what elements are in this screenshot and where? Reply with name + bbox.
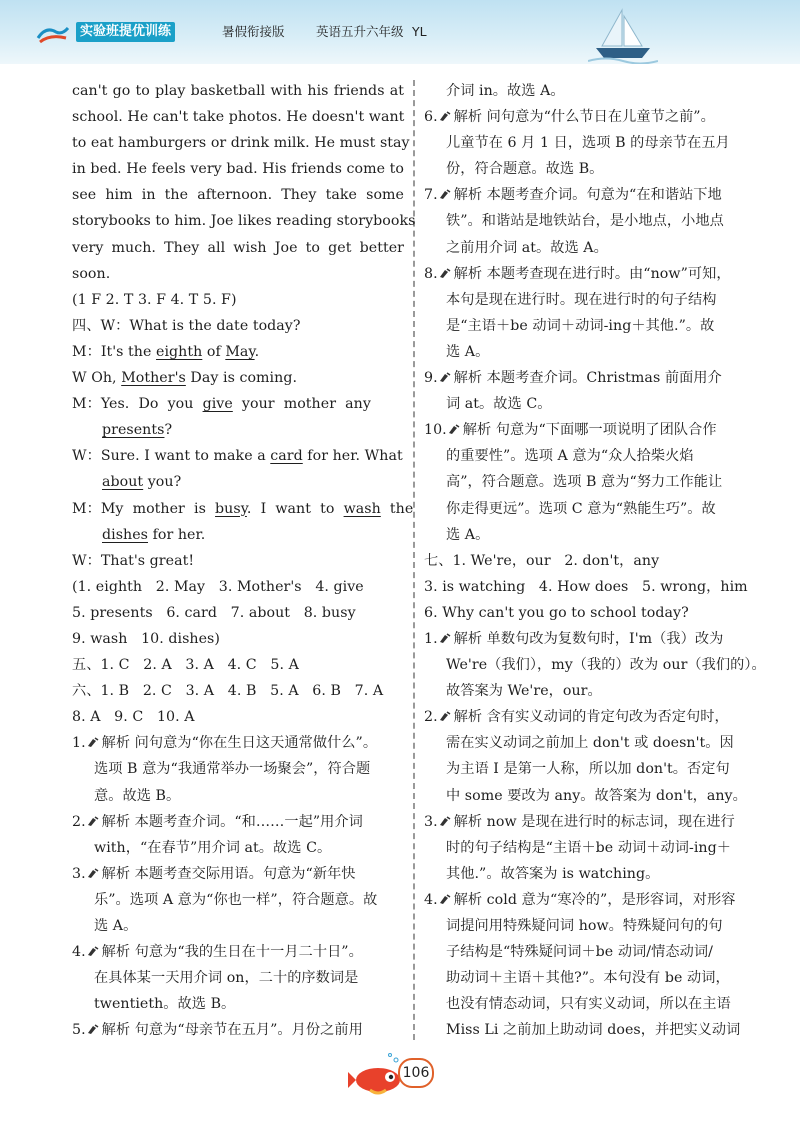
dialogue-line: W：Sure. I want to make a card for her. What	[72, 448, 403, 465]
explanation-line: 6. 解析 问句意为“什么节日在儿童节之前”。	[424, 109, 715, 126]
explanation-line: 7. 解析 本题考查介词。句意为“在和谐站下地	[424, 187, 722, 204]
dialogue-line: 四、W：What is the date today?	[72, 317, 301, 334]
explanation-item	[424, 626, 766, 704]
explanation-line: 高”，符合题意。选项 B 意为“努力工作能让	[446, 474, 723, 491]
passage-line: storybooks to him. Joe likes reading storybooks	[72, 213, 416, 230]
explanation-item	[72, 861, 404, 939]
explanation-line: 是“主语＋be 动词＋动词-ing＋其他.”。故	[446, 317, 715, 334]
section-7-answers: 6. Why can't you go to school today?	[424, 604, 689, 621]
explanation-item	[72, 1017, 404, 1043]
explanation-line: twentieth。故选 B。	[94, 996, 236, 1013]
logo-icon	[36, 22, 70, 44]
left-column	[72, 78, 416, 1043]
edition-label: 暑假衔接版	[222, 24, 285, 39]
explanation-line: 故答案为 We're，our。	[446, 683, 602, 700]
passage-line: see him in the afternoon. They take some	[72, 187, 404, 204]
explanation-item	[424, 417, 760, 547]
fill-answers-line: 5. presents 6. card 7. about 8. busy	[72, 604, 356, 621]
explanation-item	[424, 704, 760, 808]
analysis-pen-icon	[87, 737, 99, 748]
analysis-pen-icon	[439, 268, 451, 279]
explanation-line: 的重要性”。选项 A 意为“众人拾柴火焰	[446, 448, 694, 465]
explanation-line: We're（我们），my（我的）改为 our（我们的）。	[446, 657, 766, 674]
explanation-line: 为主语 I 是第一人称，所以加 don't。否定句	[446, 761, 730, 778]
explanation-line: 选 A。	[446, 343, 490, 360]
section-5-answers: 五、1. C 2. A 3. A 4. C 5. A	[72, 657, 299, 674]
analysis-pen-icon	[87, 1024, 99, 1035]
explanation-line: 词提问用特殊疑问词 how。特殊疑问句的句	[446, 918, 723, 934]
explanation-line: 儿童节在 6 月 1 日，选项 B 的母亲节在五月	[446, 135, 730, 152]
explanation-line: 之前用介词 at。故选 A。	[446, 239, 608, 256]
continued-line: 介词 in。故选 A。	[446, 83, 565, 99]
explanation-item	[72, 939, 404, 1017]
analysis-pen-icon	[439, 711, 451, 722]
analysis-pen-icon	[439, 633, 451, 644]
analysis-pen-icon	[439, 894, 451, 905]
explanation-line: 铁”。和谐站是地铁站台，是小地点，小地点	[446, 213, 724, 230]
right-column	[424, 78, 766, 1043]
section-6-answers: 六、1. B 2. C 3. A 4. B 5. A 6. B 7. A	[72, 683, 384, 700]
publisher-label: YL	[412, 24, 427, 39]
explanation-line: 份，符合题意。故选 B。	[446, 161, 604, 178]
explanation-item	[424, 104, 760, 182]
explanation-line: 9. 解析 本题考查介词。Christmas 前面用介	[424, 370, 722, 387]
section-7-answers: 3. is watching 4. How does 5. wrong，him	[424, 578, 748, 595]
analysis-pen-icon	[448, 424, 460, 435]
dialogue-line: about you?	[102, 474, 182, 491]
passage-line: in bed. He feels very bad. His friends come to	[72, 161, 404, 178]
section-7-answers: 七、1. We're，our 2. don't，any	[424, 552, 660, 569]
explanation-line: 3. 解析 本题考查交际用语。句意为“新年快	[72, 865, 356, 882]
explanation-line: 1. 解析 单数句改为复数句时，I'm（我）改为	[424, 630, 724, 647]
passage-line: to eat hamburgers or drink milk. He must stay	[72, 135, 410, 152]
dialogue-line: presents?	[102, 422, 173, 439]
explanation-line: 4. 解析 cold 意为“寒冷的”，是形容词，对形容	[424, 891, 736, 908]
explanation-line: 10. 解析 句意为“下面哪一项说明了团队合作	[424, 422, 717, 439]
dialogue-line: W：That's great!	[72, 552, 195, 569]
fill-answers-line: (1. eighth 2. May 3. Mother's 4. give	[72, 578, 364, 595]
explanation-line: 助动词＋主语＋其他?”。本句没有 be 动词，	[446, 970, 730, 987]
analysis-pen-icon	[439, 372, 451, 383]
explanation-item	[424, 365, 760, 417]
explanation-item	[72, 809, 404, 861]
section-6-answers: 8. A 9. C 10. A	[72, 709, 195, 726]
analysis-pen-icon	[439, 111, 451, 122]
explanation-item	[424, 887, 760, 1044]
grade-label: 英语五升六年级	[316, 24, 404, 39]
explanation-line: 乐”。选项 A 意为“你也一样”，符合题意。故	[94, 891, 378, 908]
explanation-line: 3. 解析 now 是现在进行时的标志词，现在进行	[424, 813, 735, 830]
passage-line: soon.	[72, 265, 111, 282]
brand-label: 实验班提优训练	[76, 22, 175, 42]
page-header	[0, 0, 800, 64]
explanation-line: 子结构是“特殊疑问词＋be 动词/情态动词/	[446, 944, 713, 961]
dialogue-line: M：It's the eighth of May.	[72, 343, 260, 360]
dialogue-line: W Oh, Mother's Day is coming.	[72, 370, 298, 387]
explanation-line: 中 some 要改为 any。故答案为 don't，any。	[446, 787, 747, 804]
explanation-item	[424, 261, 760, 365]
sailboat-icon	[588, 6, 658, 64]
analysis-pen-icon	[439, 816, 451, 827]
analysis-pen-icon	[87, 868, 99, 879]
explanation-line: 在具体某一天用介词 on，二十的序数词是	[94, 970, 359, 987]
explanation-line: 意。故选 B。	[94, 787, 181, 804]
tf-answers: (1 F 2. T 3. F 4. T 5. F)	[72, 291, 237, 308]
explanation-line: 8. 解析 本题考查现在进行时。由“now”可知，	[424, 265, 731, 282]
explanation-line: 选 A。	[446, 526, 490, 543]
explanation-line: 1. 解析 问句意为“你在生日这天通常做什么”。	[72, 735, 378, 752]
dialogue-line: M：Yes. Do you give your mother any	[72, 396, 371, 413]
passage-line: very much. They all wish Joe to get better	[72, 239, 404, 256]
explanation-line: with，“在春节”用介词 at。故选 C。	[94, 839, 332, 856]
explanation-item	[424, 182, 760, 260]
page-number: 106	[398, 1058, 434, 1088]
analysis-pen-icon	[87, 946, 99, 957]
passage-line: can't go to play basketball with his friends at	[72, 83, 404, 99]
explanation-line: 也没有情态动词，只有实义动词，所以在主语	[446, 996, 731, 1013]
explanation-line: 2. 解析 含有实义动词的肯定句改为否定句时，	[424, 709, 729, 726]
explanation-line: 时的句子结构是“主语＋be 动词＋动词-ing＋	[446, 839, 731, 856]
explanation-line: 你走得更远”。选项 C 意为“熟能生巧”。故	[446, 500, 716, 517]
explanation-item	[72, 730, 404, 808]
passage-line: school. He can't take photos. He doesn't want	[72, 109, 405, 126]
explanation-line: 4. 解析 句意为“我的生日在十一月二十日”。	[72, 944, 363, 961]
explanation-line: 选项 B 意为“我通常举办一场聚会”，符合题	[94, 761, 371, 778]
dialogue-line: dishes for her.	[102, 526, 206, 543]
explanation-line: 需在实义动词之前加上 don't 或 doesn't。因	[446, 735, 734, 752]
explanation-line: 其他.”。故答案为 is watching。	[446, 865, 660, 882]
explanation-line: Miss Li 之前加上助动词 does，并把实义动词	[446, 1022, 741, 1039]
explanation-item	[424, 809, 760, 887]
explanation-line: 词 at。故选 C。	[446, 396, 552, 413]
explanation-line: 本句是现在进行时。现在进行时的句子结构	[446, 291, 717, 308]
fill-answers-line: 9. wash 10. dishes)	[72, 630, 220, 647]
dialogue-line: M：My mother is busy. I want to wash the	[72, 500, 414, 517]
explanation-line: 选 A。	[94, 918, 138, 934]
explanation-line: 2. 解析 本题考查介词。“和……一起”用介词	[72, 813, 363, 830]
explanation-line: 5. 解析 句意为“母亲节在五月”。月份之前用	[72, 1022, 363, 1039]
analysis-pen-icon	[439, 189, 451, 200]
analysis-pen-icon	[87, 816, 99, 827]
